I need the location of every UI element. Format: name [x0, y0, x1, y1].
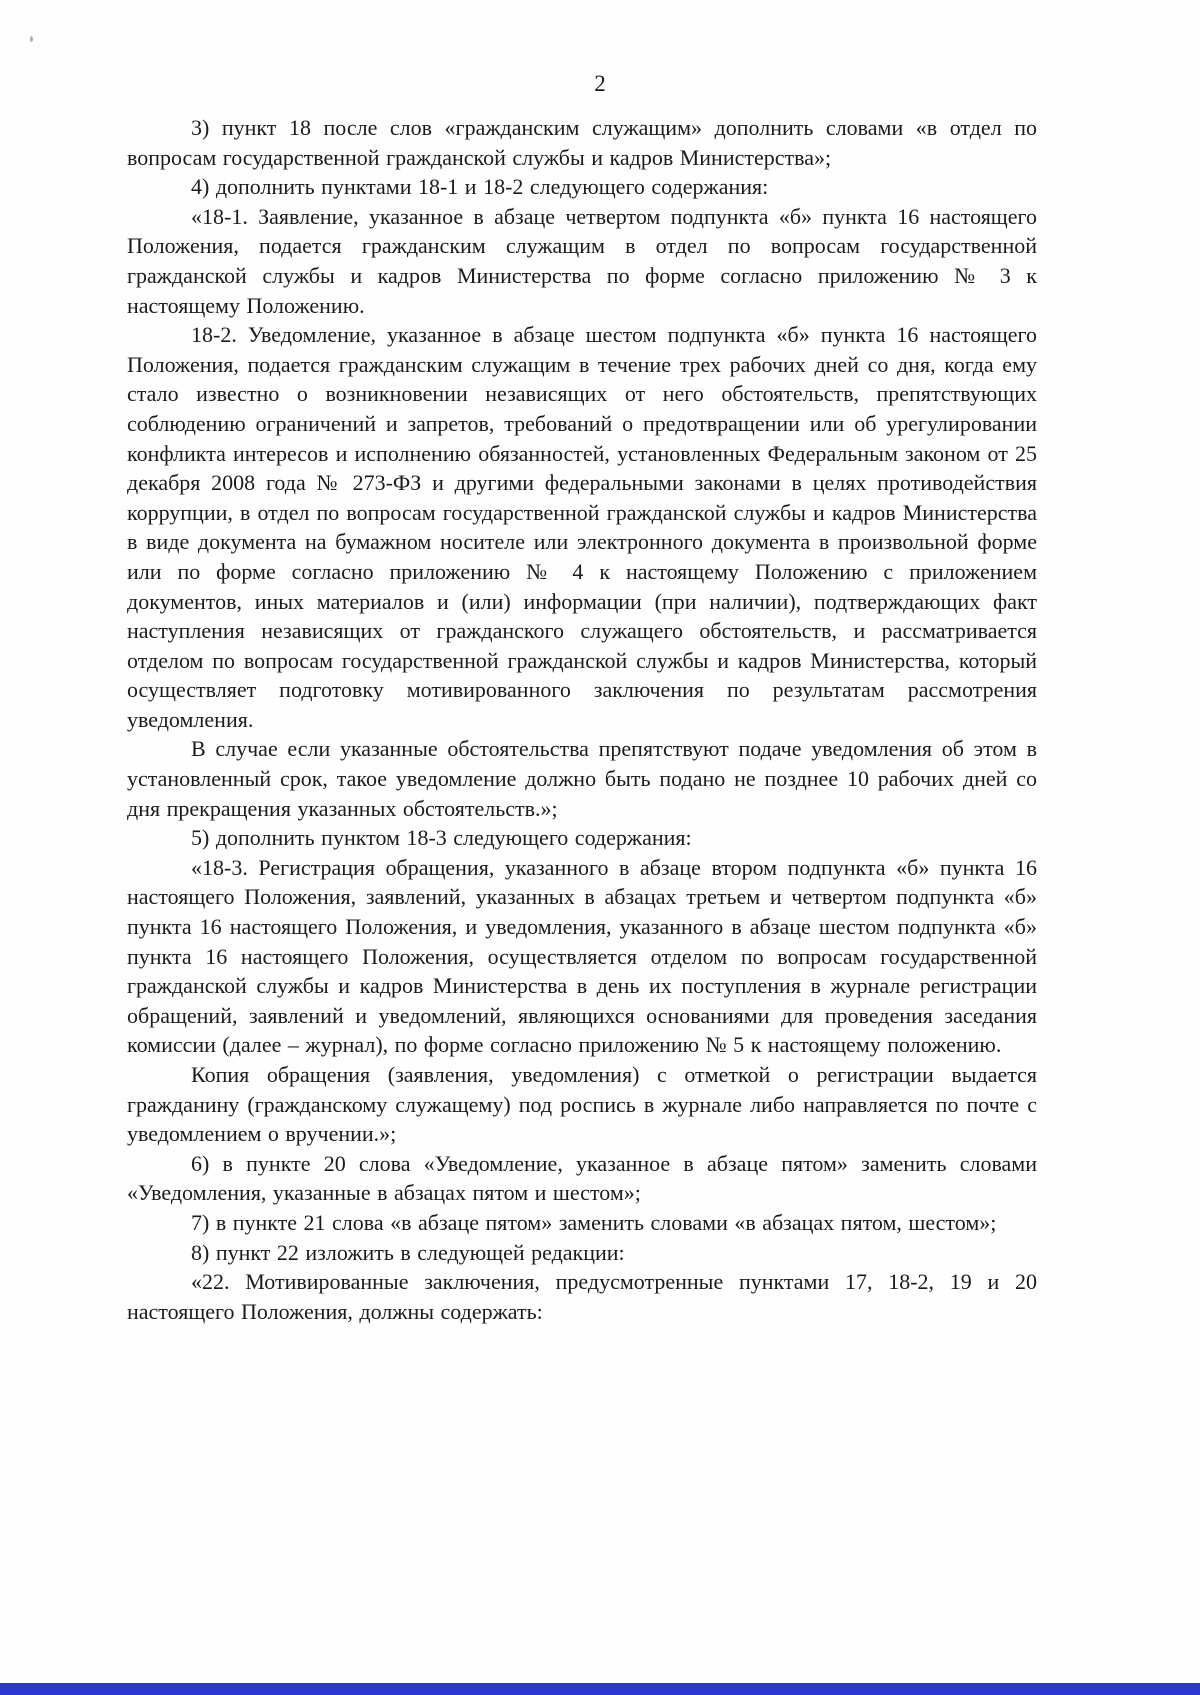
paragraph: 3) пункт 18 после слов «гражданским служащим» дополнить словами «в отдел по вопросам государственной гражданской службы и кадров Министерства»;: [127, 115, 1037, 170]
paragraph: Копия обращения (заявления, уведомления) с отметкой о регистрации выдается гражданину (гражданскому служащему) под роспись в журнале либо направляется по почте с уведомлением о вручении.»;: [127, 1062, 1037, 1147]
document-body: [127, 113, 1037, 1326]
paragraph: В случае если указанные обстоятельства препятствуют подаче уведомления об этом в установленный срок, такое уведомление должно быть подано не позднее 10 рабочих дней со дня прекращения указанных обстоятельств.»;: [127, 736, 1037, 821]
paragraph: 4) дополнить пунктами 18-1 и 18-2 следующего содержания:: [191, 174, 769, 200]
paragraph: 8) пункт 22 изложить в следующей редакции:: [191, 1239, 625, 1265]
scan-footer-bar: [0, 1683, 1200, 1695]
paragraph: 5) дополнить пунктом 18-3 следующего содержания:: [191, 825, 692, 851]
paragraph: «18-1. Заявление, указанное в абзаце четвертом подпункта «б» пункта 16 настоящего Положения, подается гражданским служащим в отдел по вопросам государственной гражданской службы и кадров Министерства по форме согласно приложению № 3 к настоящему Положению.: [127, 203, 1037, 318]
paragraph: 18-2. Уведомление, указанное в абзаце шестом подпункта «б» пункта 16 настоящего Положения, подается гражданским служащим в течение трех рабочих дней со дня, когда ему стало известно о возникновении независящих от него обстоятельств, препятствующих соблюдению ограничений и запретов, требований о предотвращении или об урегулировании конфликта интересов и исполнению обязанностей, установленных Федеральным законом от 25 декабря 2008 года № 273-ФЗ и другими федеральными законами в целях противодействия коррупции, в отдел по вопросам государственной гражданской службы и кадров Министерства в виде документа на бумажном носителе или электронного документа в произвольной форме или по форме согласно приложению № 4 к настоящему Положению с приложением документов, иных материалов и (или) информации (при наличии), подтверждающих факт наступления независящих от гражданского служащего обстоятельств, и рассматривается отделом по вопросам государственной гражданской службы и кадров Министерства, который осуществляет подготовку мотивированного заключения по результатам рассмотрения уведомления.: [127, 322, 1037, 732]
paragraph: 7) в пункте 21 слова «в абзаце пятом» заменить словами «в абзацах пятом, шестом»;: [191, 1209, 997, 1235]
scan-artifact-dot: [30, 36, 33, 42]
paragraph: «22. Мотивированные заключения, предусмотренные пунктами 17, 18-2, 19 и 20 настоящего Положения, должны содержать:: [127, 1269, 1037, 1324]
paragraph: «18-3. Регистрация обращения, указанного в абзаце втором подпункта «б» пункта 16 настоящего Положения, заявлений, указанных в абзацах третьем и четвертом подпункта «б» пункта 16 настоящего Положения, и уведомления, указанного в абзаце шестом подпункта «б» пункта 16 настоящего Положения, осуществляется отделом по вопросам государственной гражданской службы и кадров Министерства в день их поступления в журнале регистрации обращений, заявлений и уведомлений, являющихся основаниями для проведения заседания комиссии (далее – журнал), по форме согласно приложению № 5 к настоящему положению.: [127, 854, 1037, 1058]
paragraph: 6) в пункте 20 слова «Уведомление, указанное в абзаце пятом» заменить словами «Уведомления, указанные в абзацах пятом и шестом»;: [127, 1150, 1037, 1206]
page-number: 2: [594, 71, 606, 96]
